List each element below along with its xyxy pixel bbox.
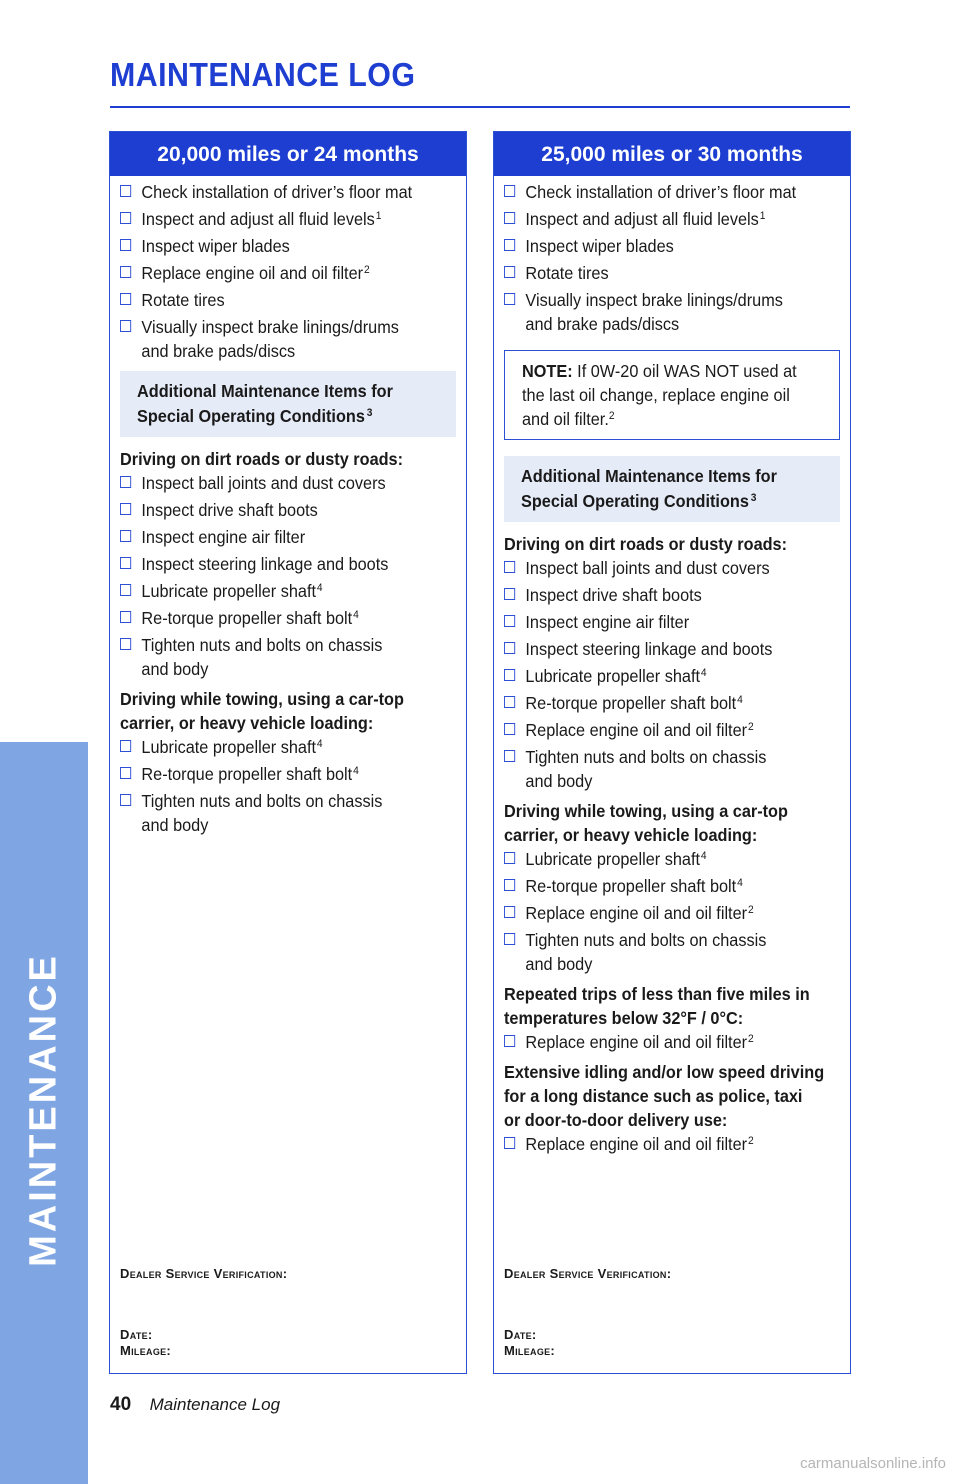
checkbox[interactable] — [120, 320, 131, 332]
checkbox[interactable] — [120, 611, 131, 623]
checkbox[interactable] — [120, 557, 131, 569]
checklist-item-text: Tighten nuts and bolts on chassis — [525, 747, 767, 767]
checkbox[interactable] — [120, 767, 131, 779]
checklist-item-text: Re-torque propeller shaft bolt — [525, 693, 737, 713]
note-line-2: the last oil change, replace engine oil — [522, 385, 790, 405]
footnote-ref: 4 — [737, 877, 743, 889]
footnote-ref: 2 — [747, 1135, 754, 1147]
checkbox[interactable] — [120, 584, 131, 596]
checklist-item-text: Replace engine oil and oil filter — [525, 720, 748, 740]
towing-heading-2: carrier, or heavy vehicle loading: — [120, 713, 374, 733]
checklist-item-text: Check installation of driver’s floor mat — [525, 182, 797, 202]
checklist-item-text: Visually inspect brake linings/drums — [141, 317, 399, 337]
date-label: Date: — [120, 1327, 153, 1342]
checklist-item — [504, 691, 816, 715]
short-trips-heading-1: Repeated trips of less than five miles in — [504, 984, 810, 1004]
note-line-3-row — [522, 407, 801, 431]
checklist-item — [504, 901, 816, 925]
mileage-label: Mileage: — [504, 1343, 556, 1358]
additional-line-1: Additional Maintenance Items for — [521, 466, 777, 486]
dirt-checklist — [120, 471, 456, 681]
checklist-item — [120, 606, 432, 630]
checklist-item — [504, 207, 816, 231]
checklist-item-text: Inspect steering linkage and boots — [525, 639, 773, 659]
checklist-item-text: Re-torque propeller shaft bolt — [141, 608, 353, 628]
checklist-item-text: Replace engine oil and oil filter — [141, 263, 364, 283]
checkbox[interactable] — [120, 476, 131, 488]
checklist-item-text: Tighten nuts and bolts on chassis — [525, 930, 767, 950]
footnote-ref: 3 — [750, 492, 757, 504]
checklist-item-text: Lubricate propeller shaft — [141, 737, 316, 757]
checkbox[interactable] — [504, 1035, 515, 1047]
checkbox[interactable] — [504, 185, 515, 197]
note-label: NOTE: — [522, 361, 573, 381]
footnote-ref: 1 — [375, 210, 382, 222]
short-trips-heading-2: temperatures below 32°F / 0°C: — [504, 1008, 744, 1028]
title-rule — [110, 106, 850, 108]
towing-heading-1: Driving while towing, using a car-top — [120, 689, 404, 709]
checklist-item-text: Inspect engine air filter — [525, 612, 690, 632]
footer-label: Maintenance Log — [149, 1395, 281, 1414]
checklist-item-text: Tighten nuts and bolts on chassis — [141, 791, 383, 811]
checklist-item-text: Inspect engine air filter — [141, 527, 306, 547]
footnote-ref: 2 — [747, 721, 754, 733]
checklist-item — [504, 234, 816, 258]
checklist-item — [504, 288, 816, 336]
checklist-item — [120, 207, 432, 231]
footnote-ref: 4 — [353, 609, 359, 621]
additional-items-box — [504, 456, 840, 522]
checklist-item — [504, 1132, 816, 1156]
checklist-item-text: Re-torque propeller shaft bolt — [141, 764, 353, 784]
checkbox[interactable] — [120, 638, 131, 650]
towing-checklist — [504, 847, 840, 976]
idling-heading-3: or door-to-door delivery use: — [504, 1110, 728, 1130]
footnote-ref: 4 — [316, 582, 323, 594]
checklist-item — [120, 471, 432, 495]
checklist-item — [504, 583, 816, 607]
checklist — [504, 180, 840, 336]
footnote-ref: 2 — [363, 264, 370, 276]
footnote-ref: 3 — [366, 407, 373, 419]
checklist-item — [504, 718, 816, 742]
checklist-item — [120, 579, 432, 603]
checkbox[interactable] — [504, 879, 515, 891]
dealer-verification-label: Dealer Service Verification: — [504, 1266, 672, 1281]
checklist-item — [120, 261, 432, 285]
footnote-ref: 2 — [747, 1033, 754, 1045]
checkbox[interactable] — [504, 696, 515, 708]
checklist-item — [120, 180, 432, 204]
footnote-ref: 4 — [316, 738, 323, 750]
checkbox[interactable] — [504, 212, 515, 224]
checklist-item-text: Re-torque propeller shaft bolt — [525, 876, 737, 896]
checklist-item — [504, 556, 816, 580]
watermark: carmanualsonline.info — [800, 1455, 946, 1472]
checklist-item-text: Rotate tires — [141, 290, 225, 310]
checklist-item-text: Visually inspect brake linings/drums — [525, 290, 783, 310]
additional-line-2-row — [521, 489, 802, 514]
checklist-item — [504, 1030, 816, 1054]
checklist-item-text: Tighten nuts and bolts on chassis — [141, 635, 383, 655]
checklist-item — [504, 180, 816, 204]
verification-block — [120, 1266, 287, 1359]
checklist-item-text: Lubricate propeller shaft — [525, 849, 700, 869]
checkbox[interactable] — [504, 266, 515, 278]
checklist-item — [504, 664, 816, 688]
checklist-item-text: Inspect drive shaft boots — [525, 585, 702, 605]
checkbox[interactable] — [120, 740, 131, 752]
idling-heading-1: Extensive idling and/or low speed driving — [504, 1062, 825, 1082]
checklist-item-text: Inspect and adjust all fluid levels — [525, 209, 759, 229]
checklist-item-text-cont: and body — [141, 659, 209, 679]
checkbox[interactable] — [120, 185, 131, 197]
towing-heading-2: carrier, or heavy vehicle loading: — [504, 825, 758, 845]
page-number: 40 — [110, 1394, 132, 1415]
checklist-item-text: Rotate tires — [525, 263, 609, 283]
checkbox[interactable] — [504, 723, 515, 735]
note-line-3: and oil filter. — [522, 409, 609, 429]
checklist-item-text: Replace engine oil and oil filter — [525, 1134, 748, 1154]
column-header: 20,000 miles or 24 months — [110, 132, 466, 176]
dealer-verification-label: Dealer Service Verification: — [120, 1266, 288, 1281]
footnote-ref: 4 — [700, 850, 707, 862]
checkbox[interactable] — [504, 588, 515, 600]
checklist-item — [504, 610, 816, 634]
checkbox[interactable] — [120, 530, 131, 542]
footnote-ref: 2 — [608, 410, 615, 422]
note-box — [504, 350, 840, 440]
checklist-item — [504, 745, 816, 793]
checklist-item-text: Inspect steering linkage and boots — [141, 554, 389, 574]
checklist-item — [120, 525, 432, 549]
towing-heading-1: Driving while towing, using a car-top — [504, 801, 788, 821]
checklist-item — [120, 633, 432, 681]
checkbox[interactable] — [504, 933, 515, 945]
checklist-item — [504, 928, 816, 976]
side-tab-label: MAINTENANCE — [22, 953, 65, 1267]
checkbox[interactable] — [504, 1137, 515, 1149]
idling-checklist — [504, 1132, 840, 1156]
checkbox[interactable] — [120, 212, 131, 224]
page-footer — [110, 1394, 280, 1416]
checklist-item — [120, 552, 432, 576]
dirt-roads-heading: Driving on dirt roads or dusty roads: — [504, 534, 788, 554]
checklist-item-text: Inspect ball joints and dust covers — [141, 473, 386, 493]
additional-items-box — [120, 371, 456, 437]
checkbox[interactable] — [504, 906, 515, 918]
additional-line-2-row — [137, 404, 418, 429]
checklist-item-text: Check installation of driver’s floor mat — [141, 182, 413, 202]
checklist-item-text: Inspect and adjust all fluid levels — [141, 209, 375, 229]
footnote-ref: 4 — [353, 765, 359, 777]
footnote-ref: 4 — [737, 694, 743, 706]
towing-checklist — [120, 735, 456, 837]
checklist-item-text: Inspect drive shaft boots — [141, 500, 318, 520]
dirt-checklist — [504, 556, 840, 793]
checkbox[interactable] — [504, 615, 515, 627]
checkbox[interactable] — [504, 642, 515, 654]
additional-line-1: Additional Maintenance Items for — [137, 381, 393, 401]
checklist-item — [504, 847, 816, 871]
checklist-item-text: Replace engine oil and oil filter — [525, 1032, 748, 1052]
checklist-item-text: Lubricate propeller shaft — [525, 666, 700, 686]
checklist-item-text: Inspect wiper blades — [141, 236, 290, 256]
checklist-item — [504, 874, 816, 898]
footnote-ref: 4 — [700, 667, 707, 679]
column-header: 25,000 miles or 30 months — [494, 132, 850, 176]
note-line-1-row — [522, 359, 801, 383]
additional-line-2: Special Operating Conditions — [137, 406, 365, 426]
footnote-ref: 1 — [759, 210, 766, 222]
checklist-item-text-cont: and body — [141, 815, 209, 835]
checklist-item — [120, 234, 432, 258]
checkbox[interactable] — [504, 239, 515, 251]
checklist-item — [504, 637, 816, 661]
checkbox[interactable] — [120, 503, 131, 515]
checklist — [120, 180, 456, 363]
checklist-item-text: Inspect wiper blades — [525, 236, 674, 256]
checklist-item-text: Inspect ball joints and dust covers — [525, 558, 770, 578]
checklist-item-text-cont: and body — [525, 771, 593, 791]
checklist-item — [504, 261, 816, 285]
page-title: MAINTENANCE LOG — [110, 56, 416, 93]
verification-block — [504, 1266, 671, 1359]
checklist-item — [120, 288, 432, 312]
checklist-item — [120, 762, 432, 786]
schedule-column-25000 — [493, 131, 851, 1374]
checklist-item-text-cont: and brake pads/discs — [525, 314, 680, 334]
checkbox[interactable] — [120, 239, 131, 251]
dirt-roads-heading: Driving on dirt roads or dusty roads: — [120, 449, 404, 469]
checkbox[interactable] — [504, 669, 515, 681]
checkbox[interactable] — [504, 561, 515, 573]
checklist-item-text: Lubricate propeller shaft — [141, 581, 316, 601]
checklist-item — [120, 498, 432, 522]
note-line-1: If 0W-20 oil WAS NOT used at — [577, 361, 797, 381]
checklist-item-text-cont: and body — [525, 954, 593, 974]
checkbox[interactable] — [504, 293, 515, 305]
checklist-item-text: Replace engine oil and oil filter — [525, 903, 748, 923]
mileage-label: Mileage: — [120, 1343, 172, 1358]
checkbox[interactable] — [504, 750, 515, 762]
idling-heading-2: for a long distance such as police, taxi — [504, 1086, 803, 1106]
footnote-ref: 2 — [747, 904, 754, 916]
checkbox[interactable] — [120, 293, 131, 305]
checkbox[interactable] — [120, 266, 131, 278]
checkbox[interactable] — [504, 852, 515, 864]
checklist-item-text-cont: and brake pads/discs — [141, 341, 296, 361]
checkbox[interactable] — [120, 794, 131, 806]
schedule-column-20000 — [109, 131, 467, 1374]
additional-line-2: Special Operating Conditions — [521, 491, 749, 511]
date-label: Date: — [504, 1327, 537, 1342]
checklist-item — [120, 789, 432, 837]
checklist-item — [120, 315, 432, 363]
short-trips-checklist — [504, 1030, 840, 1054]
checklist-item — [120, 735, 432, 759]
